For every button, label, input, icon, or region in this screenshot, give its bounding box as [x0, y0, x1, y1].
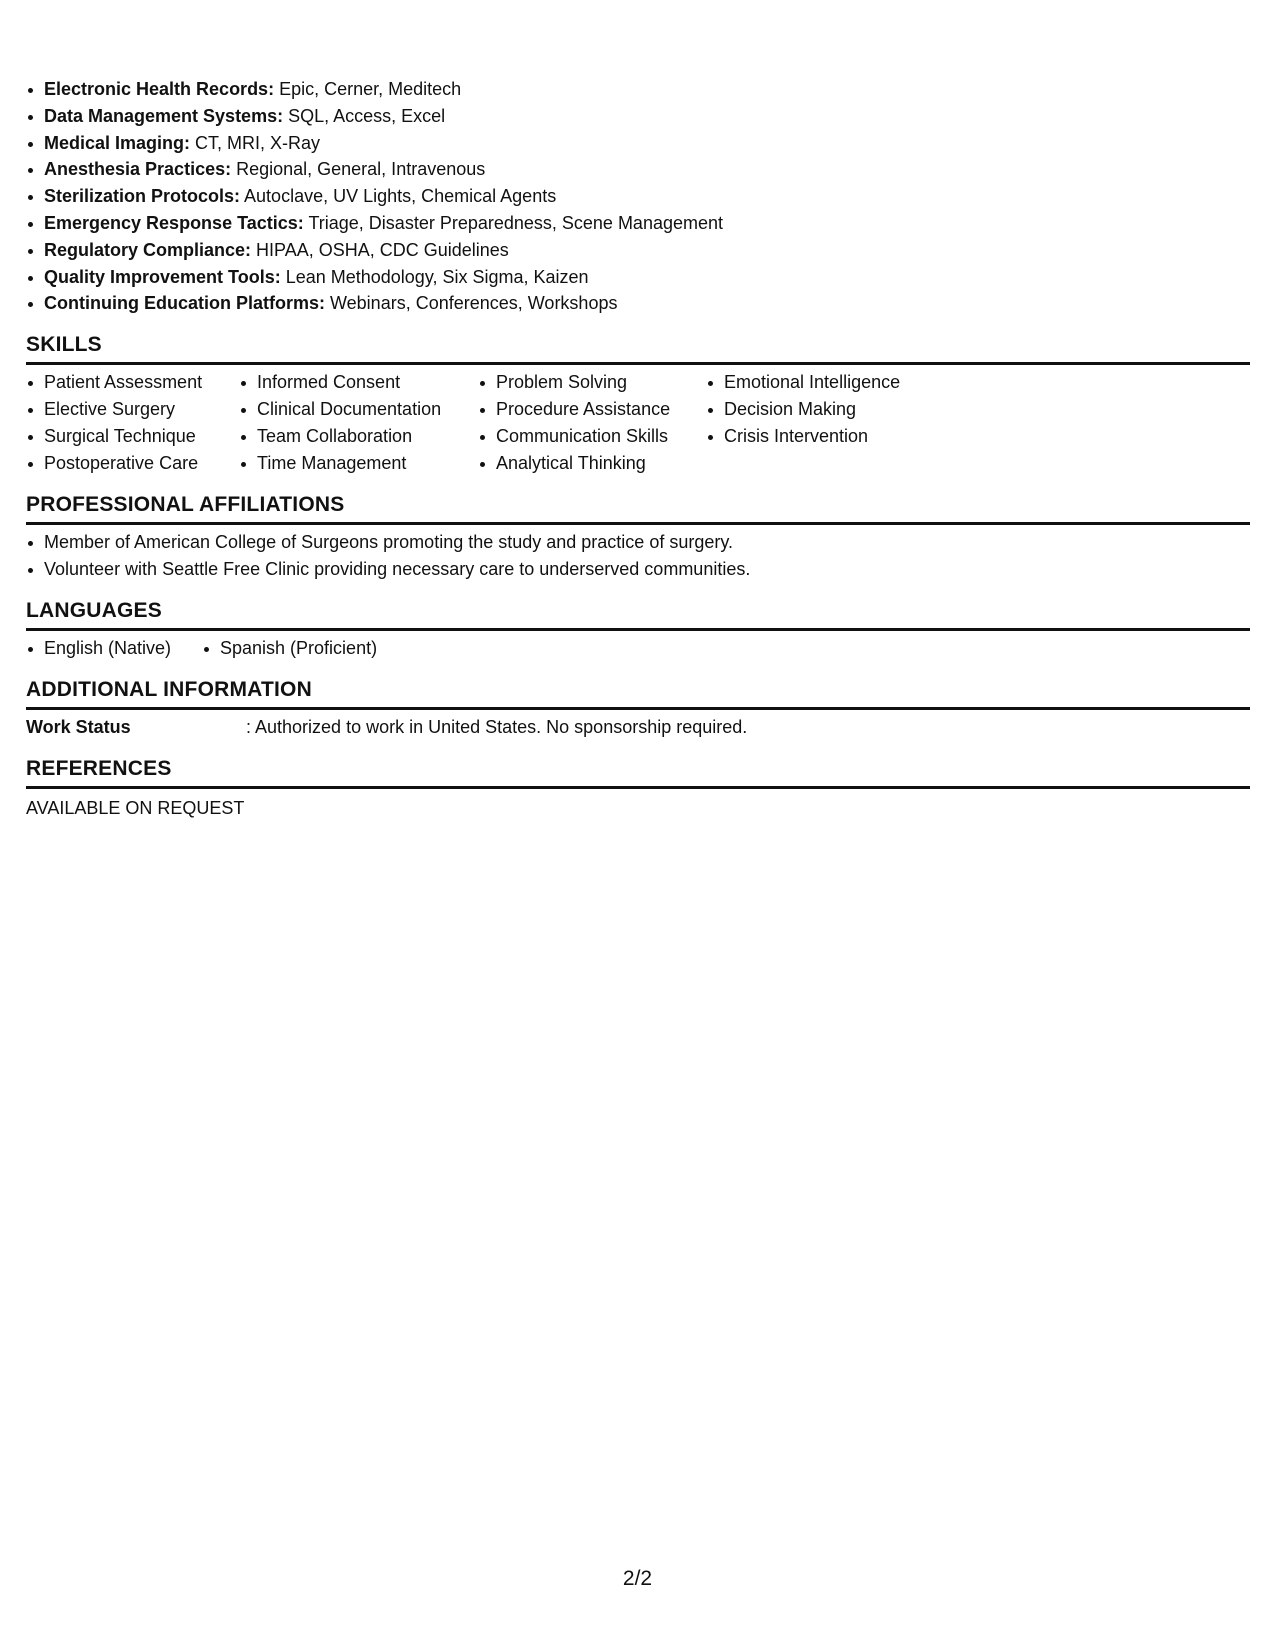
tool-value: Lean Methodology, Six Sigma, Kaizen: [280, 266, 589, 287]
skills-grid: [26, 369, 1250, 477]
affiliations-section: [26, 491, 1250, 583]
languages-section: [26, 597, 1250, 662]
skill-item: Analytical Thinking: [478, 450, 706, 477]
tool-value: HIPAA, OSHA, CDC Guidelines: [251, 239, 509, 260]
tool-value: SQL, Access, Excel: [283, 105, 446, 126]
work-status-value: : Authorized to work in United States. No sponsorship required.: [246, 717, 748, 738]
skills-section: [26, 331, 1250, 477]
tool-label: Sterilization Protocols:: [44, 186, 241, 207]
languages-heading: LANGUAGES: [26, 597, 1250, 631]
tools-list-item: [26, 103, 1250, 130]
skill-item: Patient Assessment: [26, 369, 239, 396]
tools-list-item: [26, 76, 1250, 103]
skills-heading: SKILLS: [26, 331, 1250, 365]
additional-info-heading: ADDITIONAL INFORMATION: [26, 676, 1250, 710]
tool-label: Medical Imaging:: [44, 132, 191, 153]
tools-list-item: [26, 183, 1250, 210]
affiliations-list: [26, 529, 1250, 583]
skills-column: [26, 369, 239, 477]
skill-item: Communication Skills: [478, 423, 706, 450]
skill-item: Crisis Intervention: [706, 423, 946, 450]
tool-value: Autoclave, UV Lights, Chemical Agents: [240, 186, 557, 207]
tools-list-item: [26, 237, 1250, 264]
tool-label: Electronic Health Records:: [44, 79, 275, 99]
skill-item: Informed Consent: [239, 369, 478, 396]
skills-column: [239, 369, 478, 477]
tool-value: CT, MRI, X-Ray: [190, 132, 321, 153]
skill-item: Decision Making: [706, 396, 946, 423]
tool-label: Regulatory Compliance:: [44, 239, 252, 260]
tools-list: [26, 76, 1250, 317]
references-text: AVAILABLE ON REQUEST: [26, 798, 245, 819]
skills-column: [478, 369, 706, 477]
skill-item: Elective Surgery: [26, 396, 239, 423]
work-status-row: [26, 714, 1250, 741]
affiliation-item: Member of American College of Surgeons promoting the study and practice of surgery.: [26, 529, 1250, 556]
languages-list: [26, 635, 1250, 662]
affiliations-heading: PROFESSIONAL AFFILIATIONS: [26, 491, 1250, 525]
skill-item: Postoperative Care: [26, 450, 239, 477]
skills-column: [706, 369, 946, 477]
tools-list-item: [26, 156, 1250, 183]
skill-item: Time Management: [239, 450, 478, 477]
language-item: Spanish (Proficient): [202, 635, 377, 662]
tool-label: Anesthesia Practices:: [44, 159, 232, 180]
tool-value: Webinars, Conferences, Workshops: [325, 293, 618, 314]
tools-list-item: [26, 264, 1250, 291]
tools-list-item: [26, 210, 1250, 237]
tools-list-item: [26, 290, 1250, 317]
references-heading: REFERENCES: [26, 755, 1250, 789]
page-number: 2/2: [622, 1567, 653, 1590]
tool-value: Triage, Disaster Preparedness, Scene Management: [303, 212, 724, 233]
skill-item: Surgical Technique: [26, 423, 239, 450]
tool-value: Epic, Cerner, Meditech: [274, 79, 462, 99]
skill-item: Emotional Intelligence: [706, 369, 946, 396]
tools-list-item: [26, 130, 1250, 157]
skill-item: Problem Solving: [478, 369, 706, 396]
tool-value: Regional, General, Intravenous: [231, 159, 486, 180]
additional-info-section: [26, 676, 1250, 741]
references-section: [26, 755, 1250, 822]
affiliation-item: Volunteer with Seattle Free Clinic providing necessary care to underserved communities.: [26, 556, 1250, 583]
tool-label: Data Management Systems:: [44, 105, 284, 126]
tool-label: Emergency Response Tactics:: [44, 212, 304, 233]
skill-item: Team Collaboration: [239, 423, 478, 450]
skill-item: Clinical Documentation: [239, 396, 478, 423]
tool-label: Continuing Education Platforms:: [44, 293, 325, 314]
work-status-label: Work Status: [26, 717, 131, 738]
resume-page: [26, 76, 1250, 822]
skill-item: Procedure Assistance: [478, 396, 706, 423]
tool-label: Quality Improvement Tools:: [44, 266, 281, 287]
language-item: English (Native): [26, 635, 202, 662]
